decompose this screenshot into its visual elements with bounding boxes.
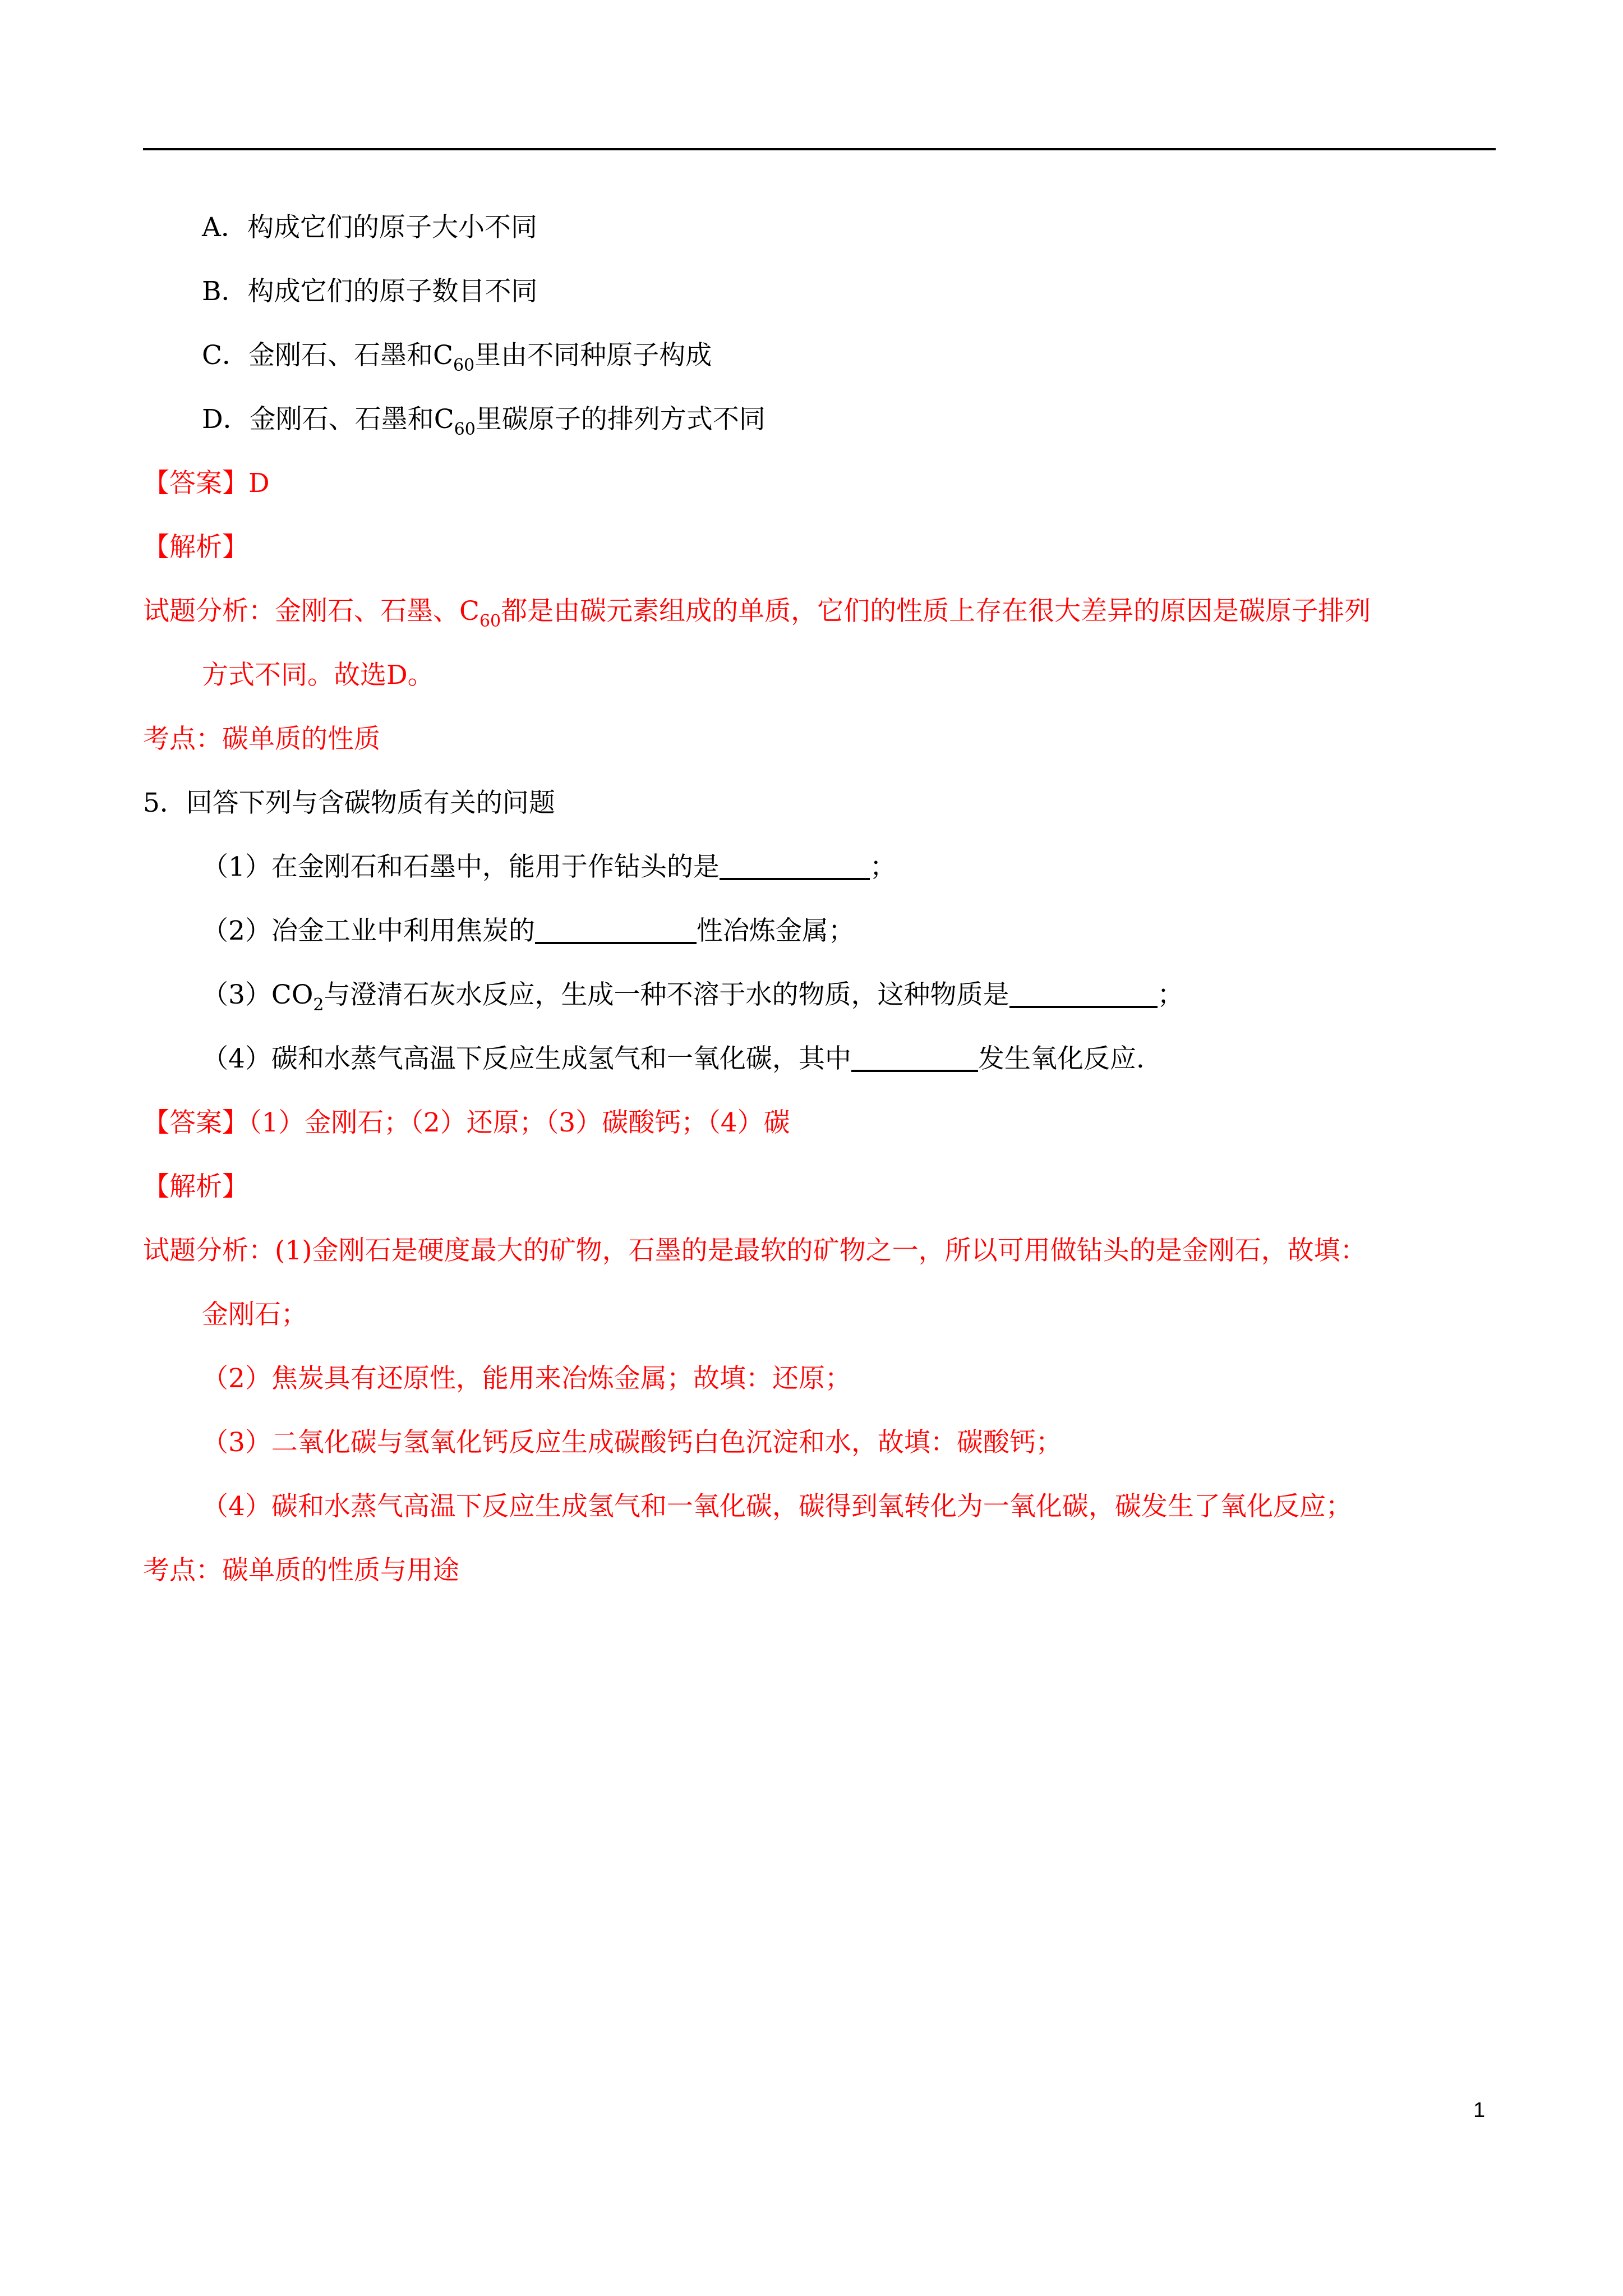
- q5-analysis-label: 【解析】: [143, 1171, 248, 1202]
- c60-formula: $C_{60}$: [432, 340, 475, 375]
- co2-formula: $CO_2$: [271, 979, 324, 1015]
- option-c-prefix: C．金刚石、石墨和: [202, 340, 433, 371]
- c60-formula: $C_{60}$: [459, 596, 501, 631]
- q5-part3: $(3)CO_2$与澄清石灰水反应，生成一种不溶于水的物质，这种物质是 ；: [202, 979, 1184, 1015]
- page-number: 1: [1473, 2099, 1486, 2122]
- option-c-suffix: 里由不同种原子构成: [474, 340, 712, 371]
- option-d-prefix: D．金刚石、石墨和: [202, 404, 434, 435]
- option-b: B．构成它们的原子数目不同: [202, 276, 538, 307]
- q5-part1: （1）在金刚石和石墨中，能用于作钻头的是 ；: [202, 852, 896, 882]
- q5-analysis-1: 试题分析：(1)金刚石是硬度最大的矿物，石墨的是最软的矿物之一，所以可用做钻头的是金刚石，故填：: [143, 1235, 1367, 1266]
- q5-analysis-3: （3）二氧化碳与氢氧化钙反应生成碳酸钙白色沉淀和水，故填：碳酸钙；: [202, 1427, 1062, 1458]
- c60-formula: $C_{60}$: [434, 404, 476, 439]
- option-c: [202, 339, 712, 383]
- q5-part4: （4）碳和水蒸气高温下反应生成氢气和一氧化碳，其中 发生氧化反应.: [202, 1043, 1145, 1074]
- q4-answer: 【答案】D: [143, 468, 270, 499]
- answer-blank[interactable]: [851, 1045, 978, 1072]
- q5-analysis-1-cont: 金刚石；: [202, 1299, 307, 1330]
- q4-analysis: 试题分析：金刚石、石墨、$C_{60}$都是由碳元素组成的单质，它们的性质上存在很大差异的原因是碳原子排列: [143, 596, 1371, 631]
- q5-analysis-2: （2）焦炭具有还原性，能用来冶炼金属；故填：还原；: [202, 1363, 851, 1394]
- q5-answer: 【答案】（1）金刚石；（2）还原；（3）碳酸钙；（4）碳: [143, 1107, 790, 1138]
- q5-part2: （2）冶金工业中利用焦炭的 性冶炼金属；: [202, 915, 855, 946]
- q4-point: 考点：碳单质的性质: [143, 724, 380, 754]
- q4-analysis-label: 【解析】: [143, 532, 248, 563]
- option-a: A．构成它们的原子大小不同: [202, 212, 537, 243]
- option-d: [202, 403, 766, 447]
- option-d-suffix: 里碳原子的排列方式不同: [475, 404, 766, 435]
- q4-analysis-cont: 方式不同。故选D。: [202, 660, 434, 691]
- header-rule: [143, 148, 1496, 150]
- answer-blank[interactable]: [535, 917, 697, 944]
- q5-question: 5．回答下列与含碳物质有关的问题: [143, 788, 555, 818]
- answer-blank[interactable]: [720, 853, 870, 880]
- q5-point: 考点：碳单质的性质与用途: [143, 1555, 459, 1586]
- q5-analysis-4: （4）碳和水蒸气高温下反应生成氢气和一氧化碳，碳得到氧转化为一氧化碳，碳发生了氧化反应；: [202, 1491, 1352, 1522]
- answer-blank[interactable]: [1009, 981, 1158, 1008]
